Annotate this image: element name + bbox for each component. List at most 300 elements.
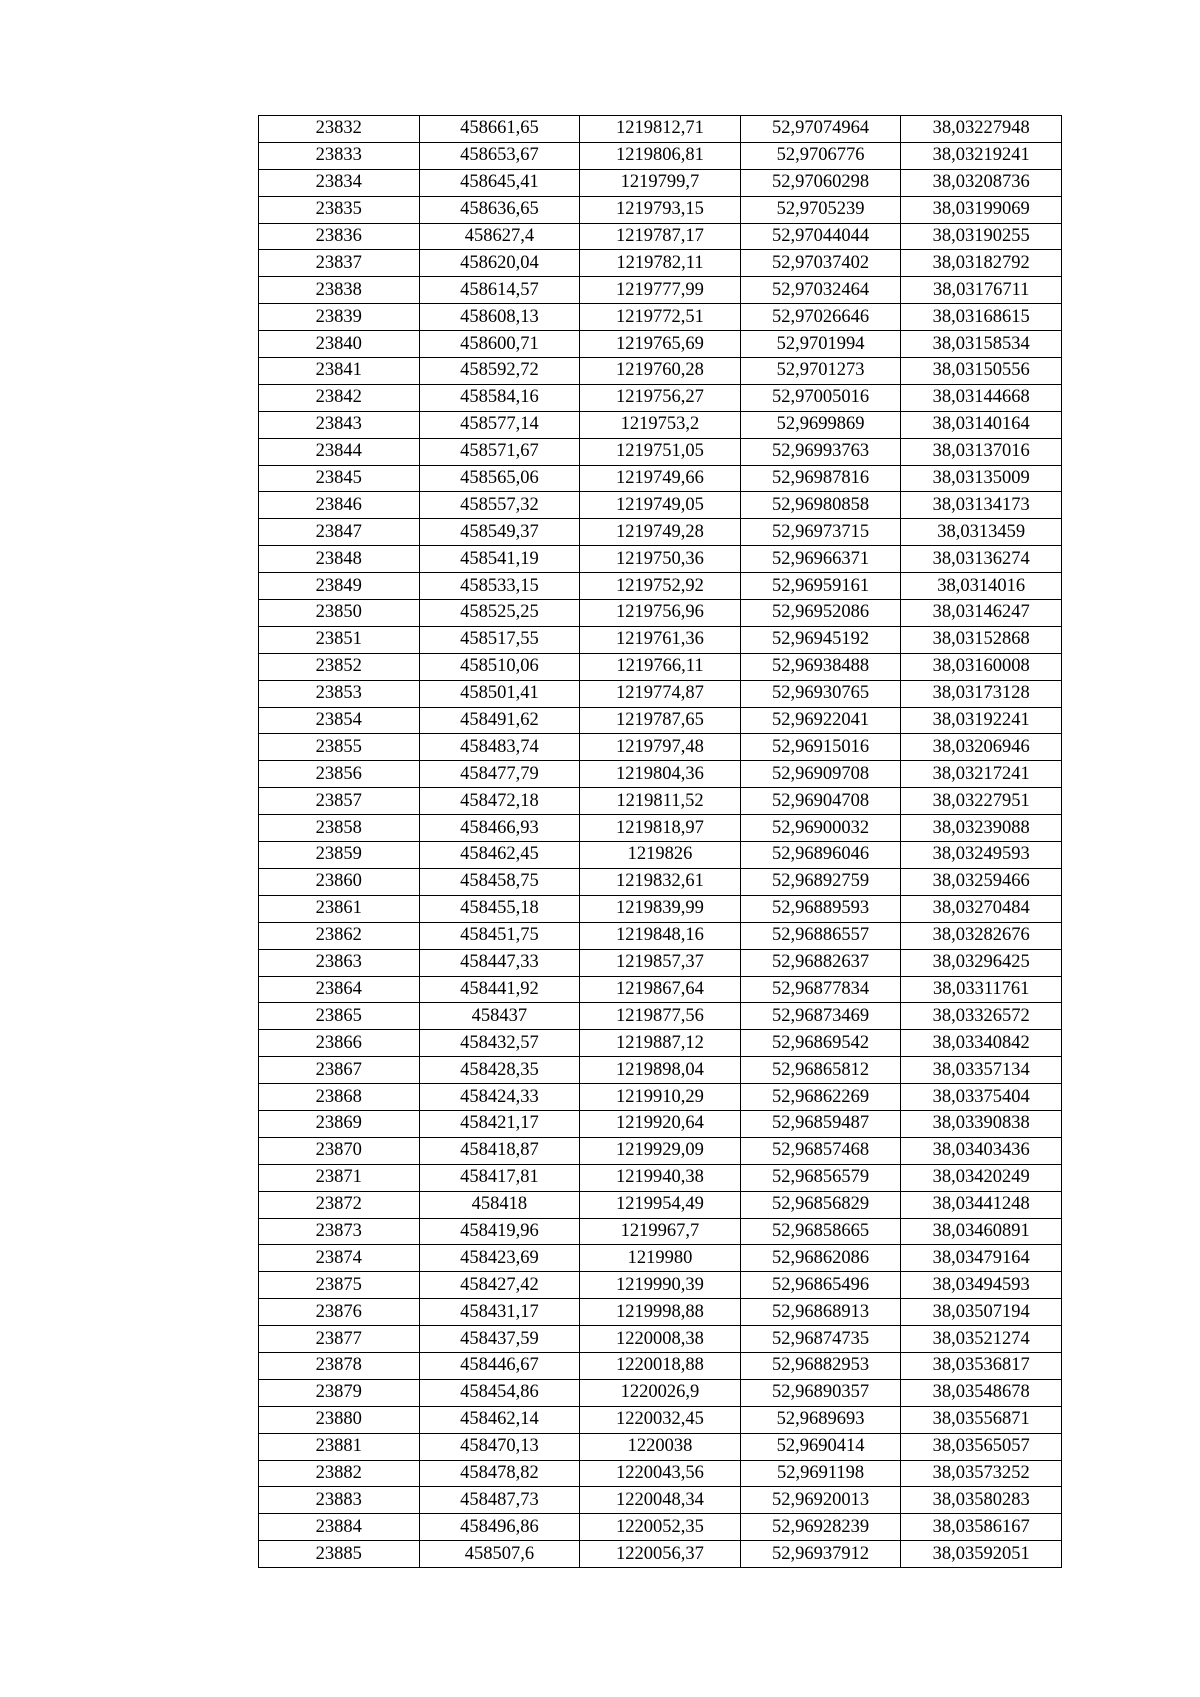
- longitude-cell: 38,03140164: [901, 411, 1062, 438]
- y-coordinate-cell: 1219940,38: [580, 1164, 741, 1191]
- longitude-cell: 38,03206946: [901, 734, 1062, 761]
- y-coordinate-cell: 1219832,61: [580, 868, 741, 895]
- y-coordinate-cell: 1219756,96: [580, 600, 741, 627]
- point-number-cell: 23858: [259, 815, 420, 842]
- x-coordinate-cell: 458478,82: [419, 1460, 580, 1487]
- longitude-cell: 38,03217241: [901, 761, 1062, 788]
- table-row: [259, 142, 1062, 169]
- x-coordinate-cell: 458428,35: [419, 1057, 580, 1084]
- point-number-cell: 23876: [259, 1299, 420, 1326]
- point-number-cell: 23880: [259, 1406, 420, 1433]
- x-coordinate-cell: 458501,41: [419, 680, 580, 707]
- latitude-cell: 52,96882637: [740, 949, 901, 976]
- point-number-cell: 23838: [259, 277, 420, 304]
- latitude-cell: 52,96892759: [740, 868, 901, 895]
- x-coordinate-cell: 458496,86: [419, 1514, 580, 1541]
- y-coordinate-cell: 1219806,81: [580, 142, 741, 169]
- x-coordinate-cell: 458533,15: [419, 573, 580, 600]
- y-coordinate-cell: 1219848,16: [580, 922, 741, 949]
- x-coordinate-cell: 458427,42: [419, 1272, 580, 1299]
- point-number-cell: 23852: [259, 653, 420, 680]
- table-row: [259, 1057, 1062, 1084]
- x-coordinate-cell: 458491,62: [419, 707, 580, 734]
- longitude-cell: 38,03556871: [901, 1406, 1062, 1433]
- table-row: [259, 1164, 1062, 1191]
- latitude-cell: 52,96856829: [740, 1191, 901, 1218]
- x-coordinate-cell: 458510,06: [419, 653, 580, 680]
- point-number-cell: 23846: [259, 492, 420, 519]
- latitude-cell: 52,96959161: [740, 573, 901, 600]
- longitude-cell: 38,03507194: [901, 1299, 1062, 1326]
- longitude-cell: 38,03580283: [901, 1487, 1062, 1514]
- y-coordinate-cell: 1220056,37: [580, 1541, 741, 1568]
- latitude-cell: 52,97005016: [740, 384, 901, 411]
- longitude-cell: 38,03573252: [901, 1460, 1062, 1487]
- longitude-cell: 38,03150556: [901, 358, 1062, 385]
- y-coordinate-cell: 1220038: [580, 1433, 741, 1460]
- table-row: [259, 626, 1062, 653]
- longitude-cell: 38,03239088: [901, 815, 1062, 842]
- y-coordinate-cell: 1219804,36: [580, 761, 741, 788]
- x-coordinate-cell: 458423,69: [419, 1245, 580, 1272]
- latitude-cell: 52,9689693: [740, 1406, 901, 1433]
- table-row: [259, 465, 1062, 492]
- longitude-cell: 38,03460891: [901, 1218, 1062, 1245]
- table-row: [259, 438, 1062, 465]
- latitude-cell: 52,9691198: [740, 1460, 901, 1487]
- y-coordinate-cell: 1219818,97: [580, 815, 741, 842]
- latitude-cell: 52,9690414: [740, 1433, 901, 1460]
- point-number-cell: 23844: [259, 438, 420, 465]
- longitude-cell: 38,03135009: [901, 465, 1062, 492]
- table-row: [259, 1084, 1062, 1111]
- x-coordinate-cell: 458432,57: [419, 1030, 580, 1057]
- table-row: [259, 842, 1062, 869]
- latitude-cell: 52,96857468: [740, 1137, 901, 1164]
- x-coordinate-cell: 458462,45: [419, 842, 580, 869]
- point-number-cell: 23849: [259, 573, 420, 600]
- longitude-cell: 38,03173128: [901, 680, 1062, 707]
- latitude-cell: 52,96993763: [740, 438, 901, 465]
- x-coordinate-cell: 458571,67: [419, 438, 580, 465]
- point-number-cell: 23881: [259, 1433, 420, 1460]
- latitude-cell: 52,96952086: [740, 600, 901, 627]
- point-number-cell: 23877: [259, 1326, 420, 1353]
- y-coordinate-cell: 1220043,56: [580, 1460, 741, 1487]
- latitude-cell: 52,96928239: [740, 1514, 901, 1541]
- longitude-cell: 38,03403436: [901, 1137, 1062, 1164]
- y-coordinate-cell: 1219749,28: [580, 519, 741, 546]
- point-number-cell: 23866: [259, 1030, 420, 1057]
- latitude-cell: 52,96865496: [740, 1272, 901, 1299]
- latitude-cell: 52,97074964: [740, 116, 901, 143]
- x-coordinate-cell: 458418,87: [419, 1137, 580, 1164]
- y-coordinate-cell: 1219998,88: [580, 1299, 741, 1326]
- table-row: [259, 1245, 1062, 1272]
- x-coordinate-cell: 458592,72: [419, 358, 580, 385]
- x-coordinate-cell: 458627,4: [419, 223, 580, 250]
- y-coordinate-cell: 1219793,15: [580, 196, 741, 223]
- latitude-cell: 52,96930765: [740, 680, 901, 707]
- longitude-cell: 38,03192241: [901, 707, 1062, 734]
- table-row: [259, 277, 1062, 304]
- point-number-cell: 23855: [259, 734, 420, 761]
- x-coordinate-cell: 458653,67: [419, 142, 580, 169]
- latitude-cell: 52,96896046: [740, 842, 901, 869]
- point-number-cell: 23869: [259, 1110, 420, 1137]
- point-number-cell: 23868: [259, 1084, 420, 1111]
- y-coordinate-cell: 1219799,7: [580, 169, 741, 196]
- x-coordinate-cell: 458565,06: [419, 465, 580, 492]
- table-row: [259, 922, 1062, 949]
- x-coordinate-cell: 458636,65: [419, 196, 580, 223]
- y-coordinate-cell: 1219749,05: [580, 492, 741, 519]
- table-row: [259, 384, 1062, 411]
- point-number-cell: 23847: [259, 519, 420, 546]
- y-coordinate-cell: 1219765,69: [580, 331, 741, 358]
- latitude-cell: 52,9701994: [740, 331, 901, 358]
- x-coordinate-cell: 458661,65: [419, 116, 580, 143]
- latitude-cell: 52,96904708: [740, 788, 901, 815]
- latitude-cell: 52,96920013: [740, 1487, 901, 1514]
- latitude-cell: 52,96862086: [740, 1245, 901, 1272]
- y-coordinate-cell: 1219782,11: [580, 250, 741, 277]
- longitude-cell: 38,03259466: [901, 868, 1062, 895]
- table-row: [259, 358, 1062, 385]
- latitude-cell: 52,96862269: [740, 1084, 901, 1111]
- latitude-cell: 52,97044044: [740, 223, 901, 250]
- y-coordinate-cell: 1219761,36: [580, 626, 741, 653]
- latitude-cell: 52,96886557: [740, 922, 901, 949]
- y-coordinate-cell: 1219750,36: [580, 546, 741, 573]
- y-coordinate-cell: 1219772,51: [580, 304, 741, 331]
- x-coordinate-cell: 458421,17: [419, 1110, 580, 1137]
- table-row: [259, 1352, 1062, 1379]
- y-coordinate-cell: 1219751,05: [580, 438, 741, 465]
- y-coordinate-cell: 1220052,35: [580, 1514, 741, 1541]
- table-row: [259, 546, 1062, 573]
- longitude-cell: 38,03282676: [901, 922, 1062, 949]
- latitude-cell: 52,97026646: [740, 304, 901, 331]
- point-number-cell: 23857: [259, 788, 420, 815]
- longitude-cell: 38,03249593: [901, 842, 1062, 869]
- point-number-cell: 23842: [259, 384, 420, 411]
- point-number-cell: 23862: [259, 922, 420, 949]
- point-number-cell: 23871: [259, 1164, 420, 1191]
- x-coordinate-cell: 458437: [419, 1003, 580, 1030]
- longitude-cell: 38,03270484: [901, 895, 1062, 922]
- point-number-cell: 23851: [259, 626, 420, 653]
- longitude-cell: 38,03208736: [901, 169, 1062, 196]
- y-coordinate-cell: 1219766,11: [580, 653, 741, 680]
- latitude-cell: 52,96909708: [740, 761, 901, 788]
- table-row: [259, 223, 1062, 250]
- x-coordinate-cell: 458645,41: [419, 169, 580, 196]
- table-row: [259, 1406, 1062, 1433]
- longitude-cell: 38,03311761: [901, 976, 1062, 1003]
- table-row: [259, 868, 1062, 895]
- table-row: [259, 680, 1062, 707]
- point-number-cell: 23854: [259, 707, 420, 734]
- latitude-cell: 52,96874735: [740, 1326, 901, 1353]
- y-coordinate-cell: 1220008,38: [580, 1326, 741, 1353]
- point-number-cell: 23879: [259, 1379, 420, 1406]
- point-number-cell: 23864: [259, 976, 420, 1003]
- longitude-cell: 38,03146247: [901, 600, 1062, 627]
- table-row: [259, 653, 1062, 680]
- x-coordinate-cell: 458470,13: [419, 1433, 580, 1460]
- table-row: [259, 1110, 1062, 1137]
- table-row: [259, 1326, 1062, 1353]
- y-coordinate-cell: 1219920,64: [580, 1110, 741, 1137]
- longitude-cell: 38,03340842: [901, 1030, 1062, 1057]
- table-row: [259, 788, 1062, 815]
- table-row: [259, 1487, 1062, 1514]
- x-coordinate-cell: 458517,55: [419, 626, 580, 653]
- y-coordinate-cell: 1220018,88: [580, 1352, 741, 1379]
- latitude-cell: 52,96980858: [740, 492, 901, 519]
- y-coordinate-cell: 1220032,45: [580, 1406, 741, 1433]
- x-coordinate-cell: 458487,73: [419, 1487, 580, 1514]
- point-number-cell: 23850: [259, 600, 420, 627]
- latitude-cell: 52,96900032: [740, 815, 901, 842]
- point-number-cell: 23883: [259, 1487, 420, 1514]
- latitude-cell: 52,96938488: [740, 653, 901, 680]
- x-coordinate-cell: 458549,37: [419, 519, 580, 546]
- longitude-cell: 38,03420249: [901, 1164, 1062, 1191]
- x-coordinate-cell: 458608,13: [419, 304, 580, 331]
- longitude-cell: 38,0314016: [901, 573, 1062, 600]
- latitude-cell: 52,96937912: [740, 1541, 901, 1568]
- table-row: [259, 949, 1062, 976]
- longitude-cell: 38,03479164: [901, 1245, 1062, 1272]
- x-coordinate-cell: 458466,93: [419, 815, 580, 842]
- x-coordinate-cell: 458472,18: [419, 788, 580, 815]
- table-row: [259, 761, 1062, 788]
- point-number-cell: 23837: [259, 250, 420, 277]
- latitude-cell: 52,96865812: [740, 1057, 901, 1084]
- longitude-cell: 38,03136274: [901, 546, 1062, 573]
- table-row: [259, 519, 1062, 546]
- table-row: [259, 331, 1062, 358]
- x-coordinate-cell: 458451,75: [419, 922, 580, 949]
- longitude-cell: 38,03176711: [901, 277, 1062, 304]
- table-row: [259, 1191, 1062, 1218]
- latitude-cell: 52,97037402: [740, 250, 901, 277]
- point-number-cell: 23863: [259, 949, 420, 976]
- point-number-cell: 23882: [259, 1460, 420, 1487]
- point-number-cell: 23865: [259, 1003, 420, 1030]
- x-coordinate-cell: 458454,86: [419, 1379, 580, 1406]
- x-coordinate-cell: 458458,75: [419, 868, 580, 895]
- latitude-cell: 52,96873469: [740, 1003, 901, 1030]
- point-number-cell: 23874: [259, 1245, 420, 1272]
- latitude-cell: 52,96859487: [740, 1110, 901, 1137]
- x-coordinate-cell: 458431,17: [419, 1299, 580, 1326]
- table-row: [259, 895, 1062, 922]
- latitude-cell: 52,96987816: [740, 465, 901, 492]
- point-number-cell: 23878: [259, 1352, 420, 1379]
- table-row: [259, 1514, 1062, 1541]
- longitude-cell: 38,03158534: [901, 331, 1062, 358]
- point-number-cell: 23875: [259, 1272, 420, 1299]
- table-row: [259, 734, 1062, 761]
- point-number-cell: 23873: [259, 1218, 420, 1245]
- x-coordinate-cell: 458525,25: [419, 600, 580, 627]
- longitude-cell: 38,03199069: [901, 196, 1062, 223]
- longitude-cell: 38,03144668: [901, 384, 1062, 411]
- y-coordinate-cell: 1219752,92: [580, 573, 741, 600]
- longitude-cell: 38,03134173: [901, 492, 1062, 519]
- point-number-cell: 23843: [259, 411, 420, 438]
- latitude-cell: 52,9706776: [740, 142, 901, 169]
- point-number-cell: 23853: [259, 680, 420, 707]
- longitude-cell: 38,03494593: [901, 1272, 1062, 1299]
- table-row: [259, 169, 1062, 196]
- y-coordinate-cell: 1219787,17: [580, 223, 741, 250]
- y-coordinate-cell: 1219812,71: [580, 116, 741, 143]
- point-number-cell: 23859: [259, 842, 420, 869]
- x-coordinate-cell: 458614,57: [419, 277, 580, 304]
- table-row: [259, 492, 1062, 519]
- latitude-cell: 52,96890357: [740, 1379, 901, 1406]
- point-number-cell: 23832: [259, 116, 420, 143]
- x-coordinate-cell: 458462,14: [419, 1406, 580, 1433]
- latitude-cell: 52,96858665: [740, 1218, 901, 1245]
- point-number-cell: 23836: [259, 223, 420, 250]
- latitude-cell: 52,96945192: [740, 626, 901, 653]
- latitude-cell: 52,96882953: [740, 1352, 901, 1379]
- longitude-cell: 38,03227948: [901, 116, 1062, 143]
- x-coordinate-cell: 458600,71: [419, 331, 580, 358]
- x-coordinate-cell: 458477,79: [419, 761, 580, 788]
- latitude-cell: 52,96877834: [740, 976, 901, 1003]
- x-coordinate-cell: 458441,92: [419, 976, 580, 1003]
- y-coordinate-cell: 1220026,9: [580, 1379, 741, 1406]
- longitude-cell: 38,0313459: [901, 519, 1062, 546]
- longitude-cell: 38,03357134: [901, 1057, 1062, 1084]
- latitude-cell: 52,9699869: [740, 411, 901, 438]
- table-row: [259, 1137, 1062, 1164]
- y-coordinate-cell: 1219826: [580, 842, 741, 869]
- table-row: [259, 1218, 1062, 1245]
- longitude-cell: 38,03219241: [901, 142, 1062, 169]
- y-coordinate-cell: 1219954,49: [580, 1191, 741, 1218]
- table-row: [259, 976, 1062, 1003]
- longitude-cell: 38,03390838: [901, 1110, 1062, 1137]
- y-coordinate-cell: 1219980: [580, 1245, 741, 1272]
- longitude-cell: 38,03326572: [901, 1003, 1062, 1030]
- y-coordinate-cell: 1219756,27: [580, 384, 741, 411]
- longitude-cell: 38,03182792: [901, 250, 1062, 277]
- x-coordinate-cell: 458507,6: [419, 1541, 580, 1568]
- latitude-cell: 52,96922041: [740, 707, 901, 734]
- y-coordinate-cell: 1219797,48: [580, 734, 741, 761]
- y-coordinate-cell: 1219867,64: [580, 976, 741, 1003]
- table-row: [259, 1299, 1062, 1326]
- y-coordinate-cell: 1219753,2: [580, 411, 741, 438]
- point-number-cell: 23839: [259, 304, 420, 331]
- longitude-cell: 38,03227951: [901, 788, 1062, 815]
- point-number-cell: 23835: [259, 196, 420, 223]
- longitude-cell: 38,03296425: [901, 949, 1062, 976]
- x-coordinate-cell: 458557,32: [419, 492, 580, 519]
- x-coordinate-cell: 458437,59: [419, 1326, 580, 1353]
- y-coordinate-cell: 1219749,66: [580, 465, 741, 492]
- latitude-cell: 52,96856579: [740, 1164, 901, 1191]
- longitude-cell: 38,03586167: [901, 1514, 1062, 1541]
- table-row: [259, 411, 1062, 438]
- table-row: [259, 1379, 1062, 1406]
- point-number-cell: 23867: [259, 1057, 420, 1084]
- x-coordinate-cell: 458541,19: [419, 546, 580, 573]
- latitude-cell: 52,9705239: [740, 196, 901, 223]
- point-number-cell: 23840: [259, 331, 420, 358]
- point-number-cell: 23834: [259, 169, 420, 196]
- latitude-cell: 52,96889593: [740, 895, 901, 922]
- table-row: [259, 196, 1062, 223]
- y-coordinate-cell: 1219887,12: [580, 1030, 741, 1057]
- table-row: [259, 116, 1062, 143]
- y-coordinate-cell: 1219857,37: [580, 949, 741, 976]
- longitude-cell: 38,03521274: [901, 1326, 1062, 1353]
- longitude-cell: 38,03375404: [901, 1084, 1062, 1111]
- point-number-cell: 23872: [259, 1191, 420, 1218]
- y-coordinate-cell: 1219990,39: [580, 1272, 741, 1299]
- point-number-cell: 23833: [259, 142, 420, 169]
- latitude-cell: 52,96973715: [740, 519, 901, 546]
- table-row: [259, 250, 1062, 277]
- longitude-cell: 38,03137016: [901, 438, 1062, 465]
- coordinates-table: [258, 115, 1062, 1568]
- y-coordinate-cell: 1219760,28: [580, 358, 741, 385]
- point-number-cell: 23884: [259, 1514, 420, 1541]
- latitude-cell: 52,96966371: [740, 546, 901, 573]
- longitude-cell: 38,03536817: [901, 1352, 1062, 1379]
- latitude-cell: 52,97032464: [740, 277, 901, 304]
- table-row: [259, 707, 1062, 734]
- table-row: [259, 600, 1062, 627]
- table-row: [259, 1460, 1062, 1487]
- y-coordinate-cell: 1219898,04: [580, 1057, 741, 1084]
- y-coordinate-cell: 1219787,65: [580, 707, 741, 734]
- table-row: [259, 1541, 1062, 1568]
- table-row: [259, 573, 1062, 600]
- longitude-cell: 38,03548678: [901, 1379, 1062, 1406]
- y-coordinate-cell: 1219839,99: [580, 895, 741, 922]
- point-number-cell: 23856: [259, 761, 420, 788]
- latitude-cell: 52,9701273: [740, 358, 901, 385]
- longitude-cell: 38,03592051: [901, 1541, 1062, 1568]
- x-coordinate-cell: 458577,14: [419, 411, 580, 438]
- y-coordinate-cell: 1219967,7: [580, 1218, 741, 1245]
- table-row: [259, 1003, 1062, 1030]
- longitude-cell: 38,03160008: [901, 653, 1062, 680]
- longitude-cell: 38,03152868: [901, 626, 1062, 653]
- y-coordinate-cell: 1219910,29: [580, 1084, 741, 1111]
- table-row: [259, 1272, 1062, 1299]
- longitude-cell: 38,03565057: [901, 1433, 1062, 1460]
- x-coordinate-cell: 458447,33: [419, 949, 580, 976]
- x-coordinate-cell: 458419,96: [419, 1218, 580, 1245]
- point-number-cell: 23861: [259, 895, 420, 922]
- longitude-cell: 38,03441248: [901, 1191, 1062, 1218]
- y-coordinate-cell: 1219811,52: [580, 788, 741, 815]
- y-coordinate-cell: 1219877,56: [580, 1003, 741, 1030]
- y-coordinate-cell: 1219777,99: [580, 277, 741, 304]
- point-number-cell: 23848: [259, 546, 420, 573]
- table-row: [259, 1433, 1062, 1460]
